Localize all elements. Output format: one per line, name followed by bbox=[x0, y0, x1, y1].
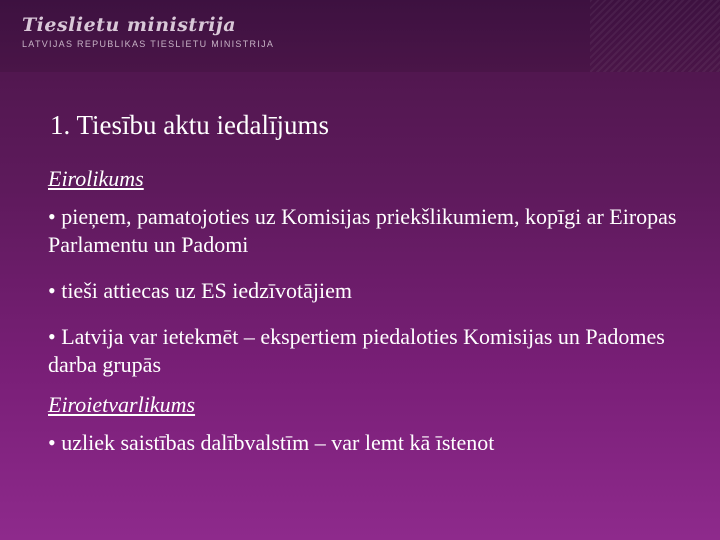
header-bar bbox=[0, 0, 720, 72]
logo-subtitle: LATVIJAS REPUBLIKAS TIESLIETU MINISTRIJA bbox=[22, 39, 275, 49]
slide-content bbox=[48, 165, 688, 475]
bullet-item: • tieši attiecas uz ES iedzīvotājiem bbox=[48, 278, 352, 303]
header-decoration bbox=[590, 0, 720, 72]
ministry-logo bbox=[22, 14, 274, 49]
section-heading-eiroietvarlikums: Eiroietvarlikums bbox=[48, 392, 196, 417]
bullet-item: • Latvija var ietekmēt – ekspertiem piedaloties Komisijas un Padomes darba grupās bbox=[48, 324, 665, 377]
bullet-item: • pieņem, pamatojoties uz Komisijas priekšlikumiem, kopīgi ar Eiropas Parlamentu un Padomi bbox=[48, 204, 677, 257]
logo-script-text: Tieslietu ministrija bbox=[22, 14, 237, 36]
slide-title: 1. Tiesību aktu iedalījums bbox=[50, 110, 330, 140]
bullet-item: • uzliek saistības dalībvalstīm – var lemt kā īstenot bbox=[48, 430, 495, 455]
section-heading-eirolikums: Eirolikums bbox=[48, 166, 144, 191]
